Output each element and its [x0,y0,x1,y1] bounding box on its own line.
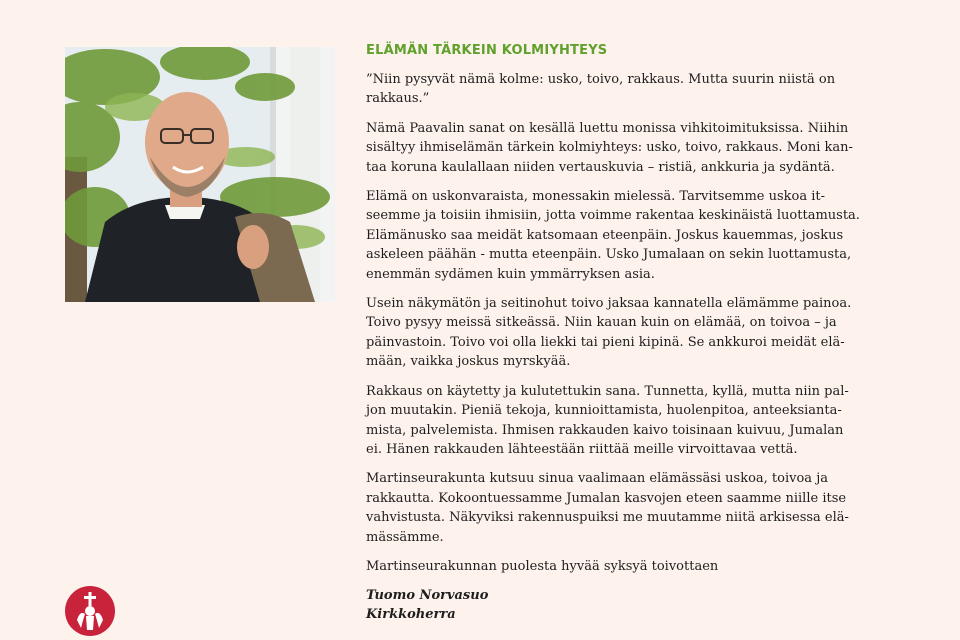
parish-logo-icon [65,586,115,636]
signature-title: Kirkkoherra [366,607,456,623]
text-line: Elämä on uskonvaraista, monessakin mielessä. Tarvitsemme uskoa it- [366,189,826,205]
paragraph-invitation [366,469,906,547]
paragraph-love [366,382,906,460]
text-line: päinvastoin. Toivo voi olla liekki tai pieni kipinä. Se ankkuroi meidät elä- [366,334,845,350]
portrait-photo [65,47,335,302]
text-line: ”Niin pysyvät nämä kolme: usko, toivo, rakkaus. Mutta suurin niistä on [366,72,836,87]
signature-name: Tuomo Norvasuo [366,588,489,604]
text-line: mista, palvelemista. Ihmisen rakkauden kaivo toisinaan kuivuu, Jumalan [366,422,844,438]
greeting: Martinseurakunnan puolesta hyvää syksyä toivottaen [366,558,719,574]
paragraph-intro [366,119,906,177]
paragraph-faith [366,187,906,284]
text-line: seemme ja toisiin ihmisiin, jotta voimme rakentaa keskinäistä luottamusta. [366,208,860,224]
text-line: Martinseurakunta kutsuu sinua vaalimaan elämässäsi uskoa, toivoa ja [366,471,828,487]
text-line: Toivo pysyy meissä sitkeässä. Niin kauan kuin on elämää, on toivoa – ja [366,315,837,331]
text-line: rakkautta. Kokoontuessamme Jumalan kasvojen eteen saamme niille itse [366,490,847,506]
article [366,42,906,624]
text-line: Rakkaus on käytetty ja kulutettukin sana. Tunnetta, kyllä, mutta niin pal- [366,383,849,399]
text-line: ei. Hänen rakkauden lähteestään riittää meille virvoittavaa vettä. [366,441,798,457]
text-line: enemmän sydämen kuin ymmärryksen asia. [366,266,655,282]
text-line: askeleen päähän - mutta eteenpäin. Usko Jumalaan on sekin luottamusta, [366,247,852,263]
text-line: vahvistusta. Näkyviksi rakennuspuiksi me muutamme niitä arkisessa elä- [366,510,849,526]
article-headline: ELÄMÄN TÄRKEIN KOLMIYHTEYS [366,43,608,58]
bible-quote [366,70,906,109]
paragraph-hope [366,294,906,372]
text-line: taa koruna kaulallaan niiden vertauskuvia – ristiä, ankkuria ja sydäntä. [366,159,835,175]
text-line: sisältyy ihmiselämän tärkein kolmiyhteys: usko, toivo, rakkaus. Moni kan- [366,140,853,156]
text-line: Usein näkymätön ja seitinohut toivo jaksaa kannatella elämämme painoa. [366,296,852,312]
text-line: rakkaus.” [366,91,430,107]
text-line: mään, vaikka joskus myrskyää. [366,354,571,370]
text-line: Elämänusko saa meidät katsomaan eteenpäin. Joskus kauemmas, joskus [366,227,844,243]
text-line: jon muutakin. Pieniä tekoja, kunnioittamista, huolenpitoa, anteeksianta- [366,403,842,419]
text-line: Nämä Paavalin sanat on kesällä luettu monissa vihkitoimituksissa. Niihin [366,120,849,136]
text-line: mässämme. [366,529,444,545]
